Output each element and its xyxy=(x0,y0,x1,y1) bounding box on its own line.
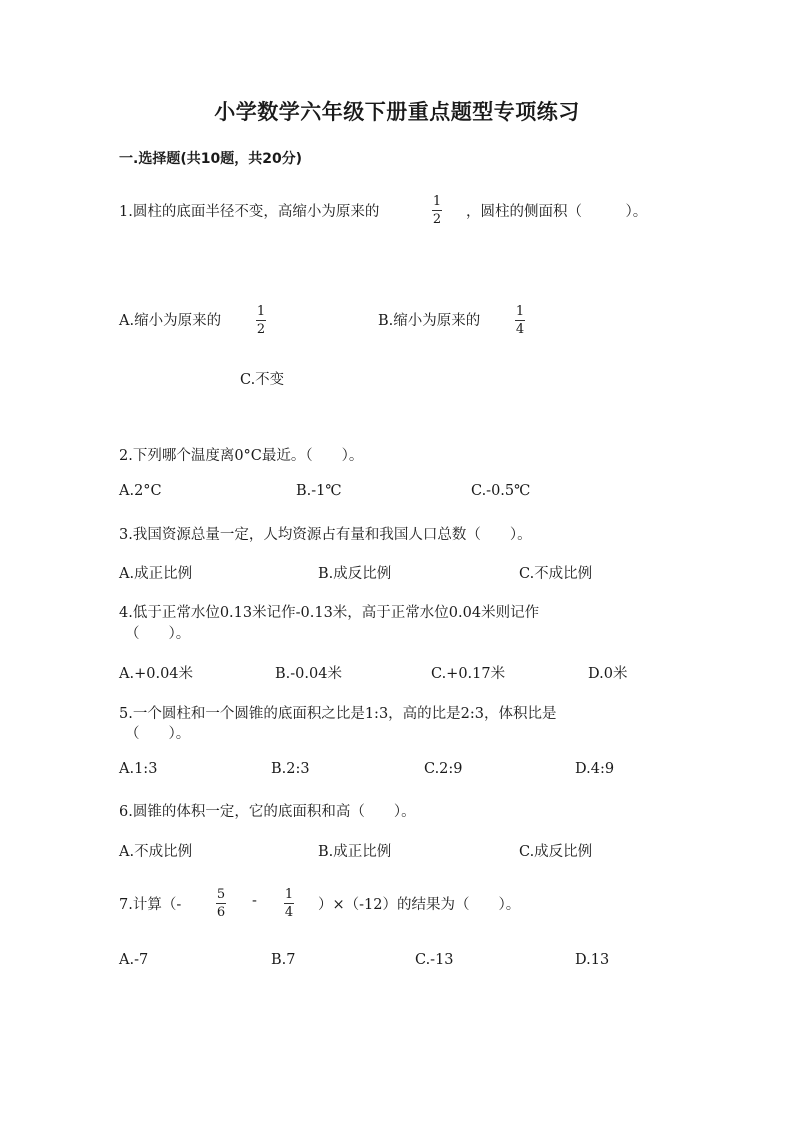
option-c[interactable]: C.不成比例 xyxy=(519,566,593,582)
option-b[interactable]: B.2:3 xyxy=(271,761,310,777)
question-2-text: 2.下列哪个温度离0°C最近。（ ）。 xyxy=(119,448,364,464)
fraction-bar xyxy=(432,210,442,211)
option-b[interactable]: B.-0.04米 xyxy=(275,666,342,682)
option-c[interactable]: C.不变 xyxy=(240,372,285,388)
question-1-text-a: 1.圆柱的底面半径不变，高缩小为原来的 xyxy=(119,204,380,220)
fraction-numerator: 1 xyxy=(256,304,266,319)
option-c[interactable]: C.成反比例 xyxy=(519,844,593,860)
question-1-text-b: ，圆柱的侧面积（ ）。 xyxy=(466,204,648,220)
fraction-bar xyxy=(256,320,266,321)
fraction-numerator: 1 xyxy=(284,887,294,902)
option-b[interactable]: B.成正比例 xyxy=(318,844,392,860)
option-a[interactable]: A.+0.04米 xyxy=(119,666,194,682)
question-3-text: 3.我国资源总量一定，人均资源占有量和我国人口总数（ ）。 xyxy=(119,527,532,543)
option-c[interactable]: C.-13 xyxy=(415,952,454,968)
question-7-fraction-1 xyxy=(216,887,226,920)
question-6-text: 6.圆锥的体积一定，它的底面积和高（ ）。 xyxy=(119,804,416,820)
section-heading: 一.选择题(共10题，共20分) xyxy=(119,151,303,167)
option-a[interactable]: A.缩小为原来的 xyxy=(119,313,222,329)
question-1-fraction xyxy=(432,194,442,227)
page-title: 小学数学六年级下册重点题型专项练习 xyxy=(214,99,580,124)
option-d[interactable]: D.4:9 xyxy=(575,761,615,777)
question-7-text-b: ）×（-12）的结果为（ ）。 xyxy=(318,897,521,913)
question-7-minus: - xyxy=(252,893,257,909)
option-a-fraction xyxy=(256,304,266,337)
option-b-fraction xyxy=(515,304,525,337)
option-a[interactable]: A.成正比例 xyxy=(119,566,193,582)
option-b[interactable]: B.缩小为原来的 xyxy=(378,313,481,329)
option-b[interactable]: B.7 xyxy=(271,952,296,968)
question-4-text-line1: 4.低于正常水位0.13米记作-0.13米，高于正常水位0.04米则记作 xyxy=(119,605,540,621)
option-b[interactable]: B.-1℃ xyxy=(296,483,342,499)
question-5-text-line1: 5.一个圆柱和一个圆锥的底面积之比是1:3，高的比是2:3，体积比是 xyxy=(119,706,557,722)
fraction-denominator: 4 xyxy=(284,905,294,920)
fraction-numerator: 1 xyxy=(432,194,442,209)
fraction-denominator: 2 xyxy=(256,322,266,337)
fraction-numerator: 5 xyxy=(216,887,226,902)
option-d[interactable]: D.0米 xyxy=(588,666,628,682)
fraction-denominator: 4 xyxy=(515,322,525,337)
option-d[interactable]: D.13 xyxy=(575,952,610,968)
fraction-bar xyxy=(216,903,226,904)
question-7-text-a: 7.计算（- xyxy=(119,897,182,913)
option-a[interactable]: A.不成比例 xyxy=(119,844,193,860)
fraction-bar xyxy=(515,320,525,321)
question-4-text-line2: （ ）。 xyxy=(125,626,191,642)
question-7-fraction-2 xyxy=(284,887,294,920)
option-a[interactable]: A.2°C xyxy=(119,483,162,499)
fraction-bar xyxy=(284,903,294,904)
option-c[interactable]: C.-0.5℃ xyxy=(471,483,531,499)
fraction-denominator: 6 xyxy=(216,905,226,920)
option-a[interactable]: A.1:3 xyxy=(119,761,158,777)
option-c[interactable]: C.2:9 xyxy=(424,761,463,777)
fraction-denominator: 2 xyxy=(432,212,442,227)
option-c[interactable]: C.+0.17米 xyxy=(431,666,506,682)
question-5-text-line2: （ ）。 xyxy=(125,726,191,742)
option-a[interactable]: A.-7 xyxy=(119,952,149,968)
fraction-numerator: 1 xyxy=(515,304,525,319)
option-b[interactable]: B.成反比例 xyxy=(318,566,392,582)
